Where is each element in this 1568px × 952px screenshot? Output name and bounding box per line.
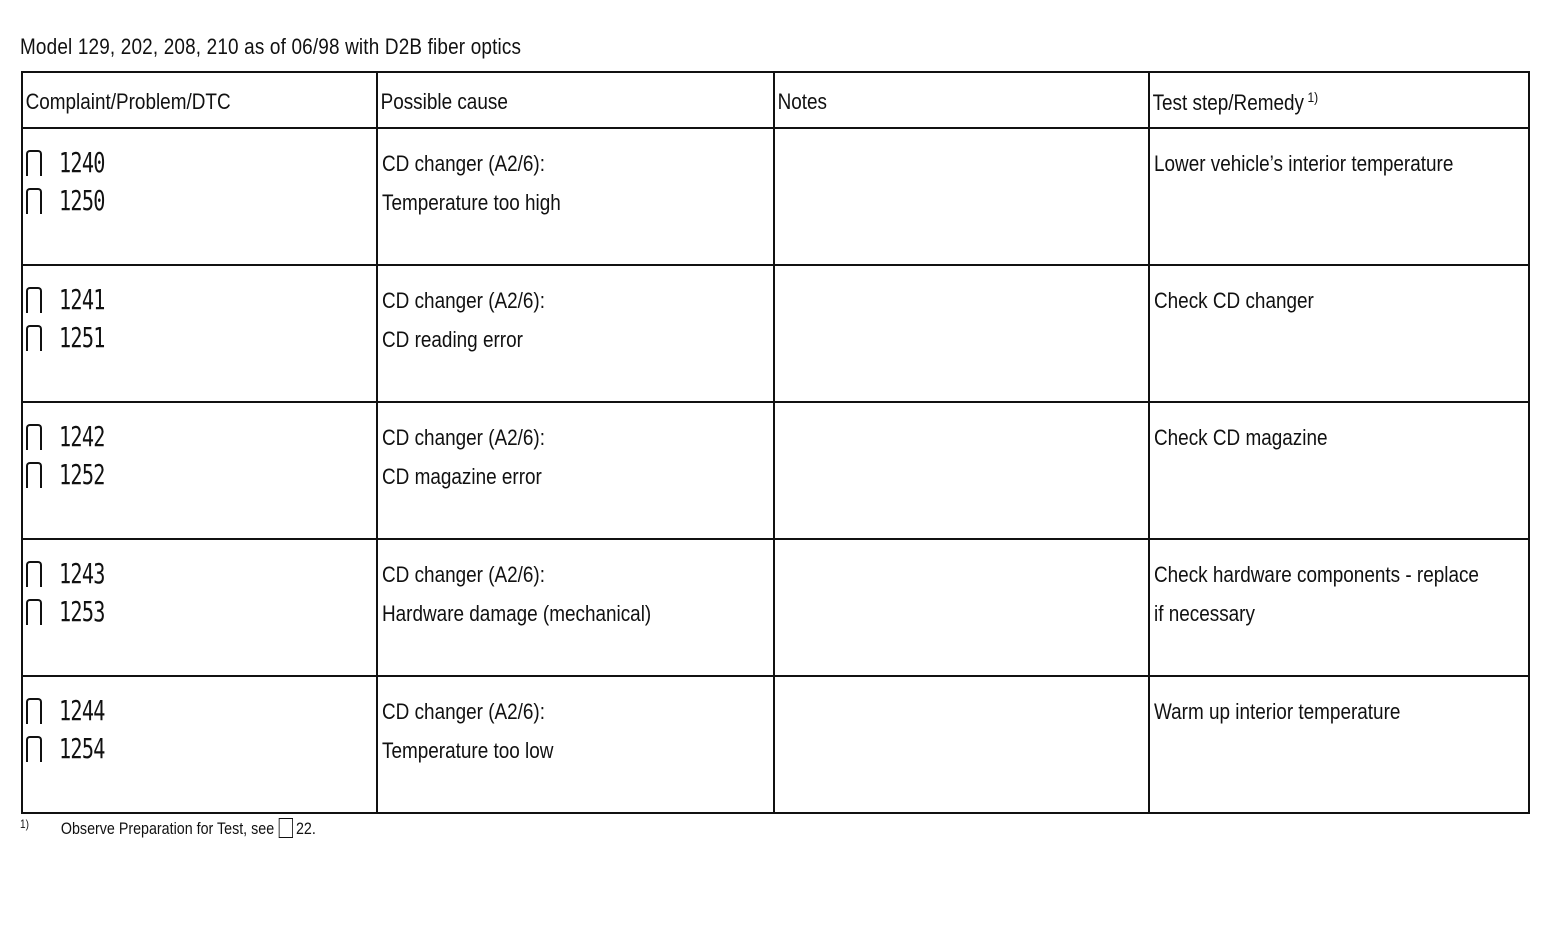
dtc-code-number: 1243: [59, 556, 105, 590]
remedy-cell: [1149, 676, 1529, 813]
table-header-row: [22, 72, 1529, 128]
page-title: Model 129, 202, 208, 210 as of 06/98 with D2B fiber optics: [20, 34, 522, 59]
remedy-line: Lower vehicle’s interior temperature: [1154, 151, 1454, 176]
fault-indicator-icon: [26, 424, 42, 450]
remedy-line: Check hardware components - replace: [1154, 562, 1479, 587]
fault-indicator-icon: [26, 698, 42, 724]
remedy-text: [1150, 266, 1528, 320]
cause-component: CD changer (A2/6):: [382, 425, 545, 450]
dtc-code-list: [23, 403, 376, 493]
header-notes-label: Notes: [777, 89, 828, 114]
dtc-code: [26, 455, 376, 493]
notes-text: [775, 403, 1148, 418]
dtc-code-list: [23, 129, 376, 219]
dtc-code-number: 1252: [59, 457, 105, 491]
cause-description: Temperature too high: [382, 190, 561, 215]
cause-description: Temperature too low: [382, 738, 554, 763]
fault-indicator-icon: [26, 150, 42, 176]
cause-cell: [377, 539, 774, 676]
notes-text: [775, 540, 1148, 555]
remedy-text: [1150, 403, 1528, 457]
dtc-code-number: 1254: [59, 731, 105, 765]
cause-cell: [377, 402, 774, 539]
cause-text: [378, 129, 773, 222]
header-remedy: [1149, 72, 1529, 128]
dtc-code-number: 1250: [59, 183, 105, 217]
cause-component: CD changer (A2/6):: [382, 562, 545, 587]
dtc-code: [26, 181, 376, 219]
cause-description: Hardware damage (mechanical): [382, 601, 652, 626]
table-row: [22, 539, 1529, 676]
cause-description: CD reading error: [382, 327, 523, 352]
cause-text: [378, 403, 773, 496]
header-remedy-label: [1150, 73, 1475, 116]
remedy-cell: [1149, 265, 1529, 402]
notes-text: [775, 129, 1148, 144]
dtc-code: [26, 554, 376, 592]
dtc-code-number: 1244: [59, 693, 105, 727]
complaint-cell: [22, 539, 377, 676]
dtc-code-number: 1241: [59, 282, 105, 316]
fault-indicator-icon: [26, 188, 42, 214]
cause-cell: [377, 265, 774, 402]
remedy-cell: [1149, 539, 1529, 676]
remedy-line: if necessary: [1154, 601, 1255, 626]
dtc-code-number: 1253: [59, 594, 105, 628]
footnote-marker: 1): [20, 817, 29, 831]
header-notes: [774, 72, 1149, 128]
table-row: [22, 265, 1529, 402]
cause-cell: [377, 128, 774, 265]
complaint-cell: [22, 265, 377, 402]
notes-cell: [774, 402, 1149, 539]
cause-text: [378, 540, 773, 633]
header-complaint-label: Complaint/Problem/DTC: [25, 89, 231, 114]
dtc-code: [26, 280, 376, 318]
dtc-code-list: [23, 266, 376, 356]
complaint-cell: [22, 128, 377, 265]
cause-component: CD changer (A2/6):: [382, 699, 545, 724]
notes-cell: [774, 265, 1149, 402]
fault-indicator-icon: [26, 561, 42, 587]
header-complaint: [22, 72, 377, 128]
dtc-code: [26, 318, 376, 356]
table-row: [22, 676, 1529, 813]
dtc-code-number: 1240: [59, 145, 105, 179]
remedy-text: [1150, 677, 1528, 731]
header-remedy-text: Test step/Remedy: [1152, 90, 1305, 115]
cause-component: CD changer (A2/6):: [382, 288, 545, 313]
remedy-cell: [1149, 128, 1529, 265]
remedy-cell: [1149, 402, 1529, 539]
cause-cell: [377, 676, 774, 813]
fault-indicator-icon: [26, 287, 42, 313]
dtc-code-number: 1251: [59, 320, 105, 354]
book-reference-icon: [278, 818, 292, 838]
notes-cell: [774, 128, 1149, 265]
remedy-text: [1150, 540, 1528, 633]
cause-description: CD magazine error: [382, 464, 542, 489]
dtc-code: [26, 729, 376, 767]
dtc-code: [26, 417, 376, 455]
complaint-cell: [22, 676, 377, 813]
header-cause-label: Possible cause: [380, 89, 508, 114]
notes-text: [775, 266, 1148, 281]
footnote-page-ref: 22.: [295, 819, 316, 838]
cause-text: [378, 677, 773, 770]
footnote: [20, 817, 316, 839]
remedy-line: Check CD magazine: [1154, 425, 1328, 450]
fault-indicator-icon: [26, 325, 42, 351]
dtc-code: [26, 592, 376, 630]
notes-cell: [774, 539, 1149, 676]
dtc-code-list: [23, 540, 376, 630]
notes-text: [775, 677, 1148, 692]
dtc-code-number: 1242: [59, 419, 105, 453]
remedy-line: Warm up interior temperature: [1154, 699, 1401, 724]
notes-cell: [774, 676, 1149, 813]
cause-text: [378, 266, 773, 359]
header-cause: [377, 72, 774, 128]
footnote-text: Observe Preparation for Test, see: [60, 819, 275, 838]
table-row: [22, 128, 1529, 265]
table-row: [22, 402, 1529, 539]
dtc-table: [21, 71, 1530, 814]
fault-indicator-icon: [26, 736, 42, 762]
dtc-code-list: [23, 677, 376, 767]
dtc-code: [26, 691, 376, 729]
header-remedy-footnote-marker: 1): [1307, 89, 1319, 105]
dtc-code: [26, 143, 376, 181]
fault-indicator-icon: [26, 599, 42, 625]
fault-indicator-icon: [26, 462, 42, 488]
remedy-text: [1150, 129, 1528, 183]
complaint-cell: [22, 402, 377, 539]
remedy-line: Check CD changer: [1154, 288, 1314, 313]
cause-component: CD changer (A2/6):: [382, 151, 545, 176]
